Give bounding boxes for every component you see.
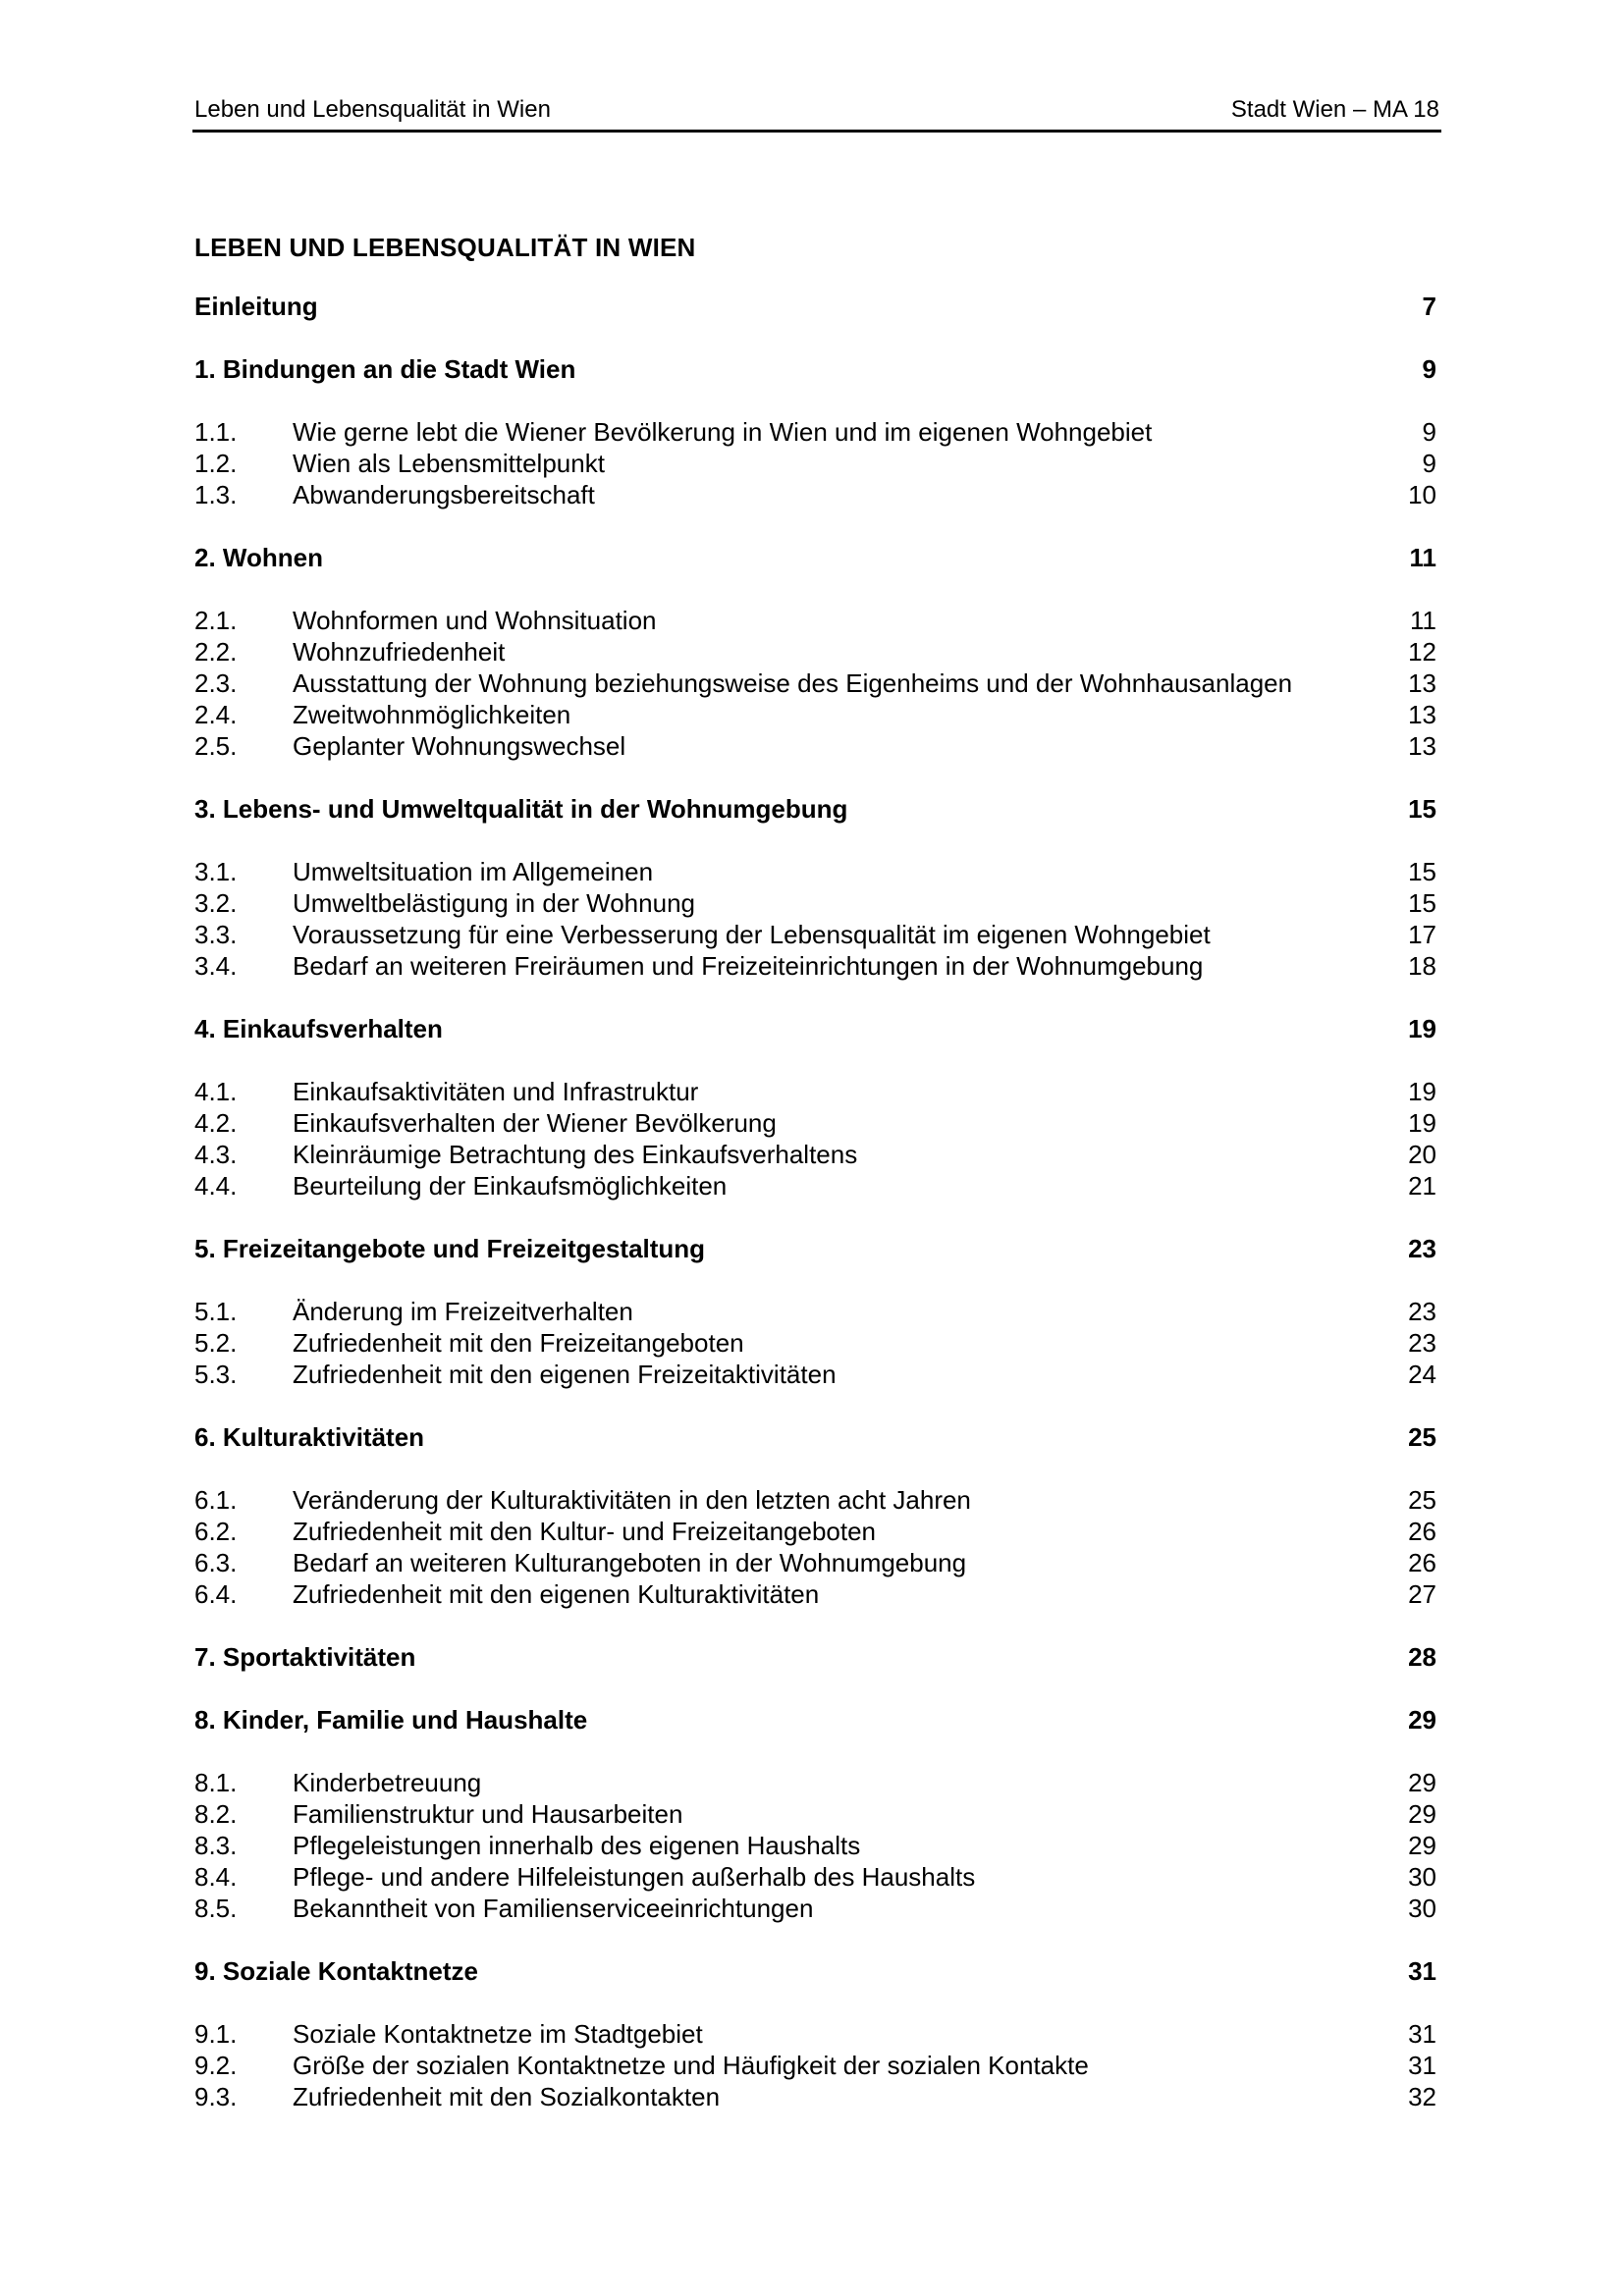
toc-subsection <box>194 480 1436 511</box>
toc-subsection-number: 6.4. <box>194 1579 238 1609</box>
toc-subsection-page: 12 <box>1408 637 1436 667</box>
toc-subsection-title: Kleinräumige Betrachtung des Einkaufsverhaltens <box>293 1140 858 1169</box>
toc-subsection <box>194 668 1436 700</box>
toc-chapter-title: 6. Kulturaktivitäten <box>194 1422 425 1452</box>
toc-subsection-page: 15 <box>1408 857 1436 886</box>
toc-subsection <box>194 700 1436 731</box>
toc-subsection <box>194 888 1436 920</box>
toc-subsection-title: Umweltsituation im Allgemeinen <box>293 857 654 886</box>
toc-subsection-title: Einkaufsaktivitäten und Infrastruktur <box>293 1077 699 1106</box>
toc-subsection-number: 2.2. <box>194 637 238 667</box>
toc-subsection-page: 20 <box>1408 1140 1436 1169</box>
toc-subsection-title: Veränderung der Kulturaktivitäten in den letzten acht Jahren <box>293 1485 971 1515</box>
toc-subsection-title: Geplanter Wohnungswechsel <box>293 731 626 761</box>
document-title: LEBEN UND LEBENSQUALITÄT IN WIEN <box>194 233 696 262</box>
toc-subsection-number: 2.5. <box>194 731 238 761</box>
toc-subsection-title: Kinderbetreuung <box>293 1768 482 1797</box>
toc-subsection-page: 15 <box>1408 888 1436 918</box>
toc-subsection-number: 9.2. <box>194 2051 238 2080</box>
toc-subsection-number: 3.2. <box>194 888 238 918</box>
toc-subsection <box>194 1768 1436 1799</box>
toc-subsection-title: Umweltbelästigung in der Wohnung <box>293 888 695 918</box>
toc-subsection <box>194 2051 1436 2082</box>
toc-subsection-title: Zufriedenheit mit den Freizeitangeboten <box>293 1328 744 1358</box>
toc-subsection-title: Pflege- und andere Hilfeleistungen außerhalb des Haushalts <box>293 1862 976 1892</box>
toc-subsection-page: 23 <box>1408 1328 1436 1358</box>
toc-subsection-number: 2.3. <box>194 668 238 698</box>
toc-subsection-page: 10 <box>1408 480 1436 509</box>
toc-subsection-title: Zufriedenheit mit den Kultur- und Freizeitangeboten <box>293 1517 877 1546</box>
toc-subsection-page: 9 <box>1422 449 1436 478</box>
toc-subsection <box>194 449 1436 480</box>
running-header <box>192 96 1441 133</box>
toc-subsection <box>194 1799 1436 1831</box>
toc-subsection-page: 25 <box>1408 1485 1436 1515</box>
toc-chapter-title: Einleitung <box>194 292 318 321</box>
toc-chapter-title: 4. Einkaufsverhalten <box>194 1014 443 1043</box>
toc-subsection <box>194 637 1436 668</box>
toc-subsection <box>194 1485 1436 1517</box>
toc-subsection-page: 26 <box>1408 1548 1436 1577</box>
toc-chapter-page: 28 <box>1408 1642 1436 1672</box>
toc-chapter <box>194 543 1436 574</box>
toc-subsection-number: 5.2. <box>194 1328 238 1358</box>
toc-subsection-title: Abwanderungsbereitschaft <box>293 480 595 509</box>
toc-chapter-page: 25 <box>1408 1422 1436 1452</box>
toc-subsection-number: 8.3. <box>194 1831 238 1860</box>
toc-subsection-title: Änderung im Freizeitverhalten <box>293 1297 633 1326</box>
toc-subsection <box>194 731 1436 763</box>
toc-chapter-page: 7 <box>1422 292 1436 321</box>
toc-subsection-page: 13 <box>1408 700 1436 729</box>
toc-chapter <box>194 354 1436 386</box>
toc-chapter-title: 2. Wohnen <box>194 543 323 572</box>
header-right-text: Stadt Wien – MA 18 <box>1230 96 1439 123</box>
toc-chapter <box>194 1956 1436 1988</box>
toc-subsection-number: 3.1. <box>194 857 238 886</box>
toc-subsection-page: 9 <box>1422 417 1436 447</box>
toc-subsection-page: 29 <box>1408 1831 1436 1860</box>
toc-subsection-number: 2.4. <box>194 700 238 729</box>
toc-subsection <box>194 1140 1436 1171</box>
toc-subsection-number: 6.2. <box>194 1517 238 1546</box>
toc-subsection <box>194 1517 1436 1548</box>
toc-subsection-page: 21 <box>1408 1171 1436 1201</box>
toc-subsection <box>194 951 1436 983</box>
toc-subsection-page: 27 <box>1408 1579 1436 1609</box>
toc-chapter-page: 23 <box>1408 1234 1436 1263</box>
toc-chapter-title: 8. Kinder, Familie und Haushalte <box>194 1705 588 1735</box>
toc-subsection <box>194 1171 1436 1202</box>
toc-chapter-page: 11 <box>1409 543 1436 572</box>
toc-chapter-page: 31 <box>1408 1956 1436 1986</box>
toc-subsection <box>194 920 1436 951</box>
toc-subsection-number: 8.1. <box>194 1768 238 1797</box>
toc-chapter-title: 5. Freizeitangebote und Freizeitgestaltung <box>194 1234 706 1263</box>
toc-chapter-title: 3. Lebens- und Umweltqualität in der Wohnumgebung <box>194 794 848 824</box>
toc-subsection-title: Soziale Kontaktnetze im Stadtgebiet <box>293 2019 703 2049</box>
toc-subsection-title: Familienstruktur und Hausarbeiten <box>293 1799 683 1829</box>
toc-subsection-number: 5.1. <box>194 1297 238 1326</box>
toc-chapter-page: 9 <box>1422 354 1436 384</box>
toc-subsection-title: Wien als Lebensmittelpunkt <box>293 449 605 478</box>
toc-subsection <box>194 1862 1436 1894</box>
toc-chapter-page: 15 <box>1408 794 1436 824</box>
toc-subsection-page: 19 <box>1408 1108 1436 1138</box>
toc-subsection-number: 9.1. <box>194 2019 238 2049</box>
toc-subsection <box>194 1328 1436 1360</box>
toc-chapter <box>194 1705 1436 1736</box>
toc-chapter-title: 9. Soziale Kontaktnetze <box>194 1956 478 1986</box>
toc-subsection-number: 4.2. <box>194 1108 238 1138</box>
toc-subsection-page: 19 <box>1408 1077 1436 1106</box>
toc-subsection-title: Bekanntheit von Familienserviceeinrichtungen <box>293 1894 814 1923</box>
header-left-text: Leben und Lebensqualität in Wien <box>194 96 551 123</box>
toc-subsection-page: 13 <box>1408 668 1436 698</box>
toc-chapter <box>194 1642 1436 1674</box>
toc-subsection <box>194 1579 1436 1611</box>
toc-subsection <box>194 1360 1436 1391</box>
toc-subsection-number: 8.4. <box>194 1862 238 1892</box>
toc-subsection-page: 17 <box>1408 920 1436 949</box>
toc-subsection-title: Bedarf an weiteren Kulturangeboten in der Wohnumgebung <box>293 1548 967 1577</box>
toc-subsection <box>194 1894 1436 1925</box>
toc-subsection-number: 4.3. <box>194 1140 238 1169</box>
toc-subsection-number: 9.3. <box>194 2082 238 2111</box>
toc-subsection <box>194 1831 1436 1862</box>
toc-subsection-page: 30 <box>1408 1862 1436 1892</box>
toc-subsection-title: Einkaufsverhalten der Wiener Bevölkerung <box>293 1108 777 1138</box>
toc-subsection <box>194 606 1436 637</box>
table-of-contents <box>194 292 1436 2145</box>
toc-subsection-page: 24 <box>1408 1360 1436 1389</box>
toc-chapter-page: 19 <box>1408 1014 1436 1043</box>
toc-subsection-number: 3.4. <box>194 951 238 981</box>
toc-subsection-title: Pflegeleistungen innerhalb des eigenen Haushalts <box>293 1831 861 1860</box>
toc-subsection <box>194 1077 1436 1108</box>
toc-subsection <box>194 1297 1436 1328</box>
toc-subsection-number: 1.2. <box>194 449 238 478</box>
toc-chapter-page: 29 <box>1408 1705 1436 1735</box>
toc-subsection-title: Wie gerne lebt die Wiener Bevölkerung in Wien und im eigenen Wohngebiet <box>293 417 1153 447</box>
toc-chapter <box>194 794 1436 826</box>
toc-subsection-title: Wohnformen und Wohnsituation <box>293 606 657 635</box>
toc-subsection-number: 4.4. <box>194 1171 238 1201</box>
toc-subsection-number: 1.1. <box>194 417 238 447</box>
toc-subsection <box>194 1548 1436 1579</box>
toc-subsection-title: Ausstattung der Wohnung beziehungsweise des Eigenheims und der Wohnhausanlagen <box>293 668 1293 698</box>
toc-chapter <box>194 1422 1436 1454</box>
toc-subsection-number: 4.1. <box>194 1077 238 1106</box>
toc-subsection <box>194 1108 1436 1140</box>
toc-subsection-number: 3.3. <box>194 920 238 949</box>
toc-chapter <box>194 292 1436 323</box>
toc-chapter <box>194 1234 1436 1265</box>
toc-subsection-title: Größe der sozialen Kontaktnetze und Häufigkeit der sozialen Kontakte <box>293 2051 1089 2080</box>
toc-subsection <box>194 2082 1436 2113</box>
toc-chapter <box>194 1014 1436 1045</box>
toc-subsection-page: 26 <box>1408 1517 1436 1546</box>
toc-subsection-title: Bedarf an weiteren Freiräumen und Freizeiteinrichtungen in der Wohnumgebung <box>293 951 1204 981</box>
toc-subsection-title: Zufriedenheit mit den eigenen Freizeitaktivitäten <box>293 1360 837 1389</box>
toc-subsection-page: 11 <box>1410 606 1436 635</box>
toc-subsection <box>194 2019 1436 2051</box>
toc-subsection-page: 30 <box>1408 1894 1436 1923</box>
toc-subsection-title: Beurteilung der Einkaufsmöglichkeiten <box>293 1171 728 1201</box>
toc-subsection-page: 29 <box>1408 1799 1436 1829</box>
toc-subsection-number: 2.1. <box>194 606 238 635</box>
toc-subsection-number: 6.3. <box>194 1548 238 1577</box>
toc-subsection-page: 29 <box>1408 1768 1436 1797</box>
toc-subsection-title: Voraussetzung für eine Verbesserung der Lebensqualität im eigenen Wohngebiet <box>293 920 1211 949</box>
toc-subsection-page: 18 <box>1408 951 1436 981</box>
toc-subsection-title: Zufriedenheit mit den eigenen Kulturaktivitäten <box>293 1579 820 1609</box>
toc-subsection-title: Zweitwohnmöglichkeiten <box>293 700 571 729</box>
toc-chapter-title: 7. Sportaktivitäten <box>194 1642 416 1672</box>
toc-chapter-title: 1. Bindungen an die Stadt Wien <box>194 354 576 384</box>
toc-subsection-title: Zufriedenheit mit den Sozialkontakten <box>293 2082 721 2111</box>
toc-subsection <box>194 857 1436 888</box>
toc-subsection-page: 31 <box>1408 2019 1436 2049</box>
toc-subsection-number: 1.3. <box>194 480 238 509</box>
toc-subsection-page: 31 <box>1408 2051 1436 2080</box>
toc-subsection-page: 13 <box>1408 731 1436 761</box>
toc-subsection-page: 23 <box>1408 1297 1436 1326</box>
toc-subsection-number: 8.5. <box>194 1894 238 1923</box>
toc-subsection-number: 5.3. <box>194 1360 238 1389</box>
toc-subsection-title: Wohnzufriedenheit <box>293 637 506 667</box>
toc-subsection-number: 8.2. <box>194 1799 238 1829</box>
toc-subsection <box>194 417 1436 449</box>
toc-subsection-number: 6.1. <box>194 1485 238 1515</box>
toc-subsection-page: 32 <box>1408 2082 1436 2111</box>
